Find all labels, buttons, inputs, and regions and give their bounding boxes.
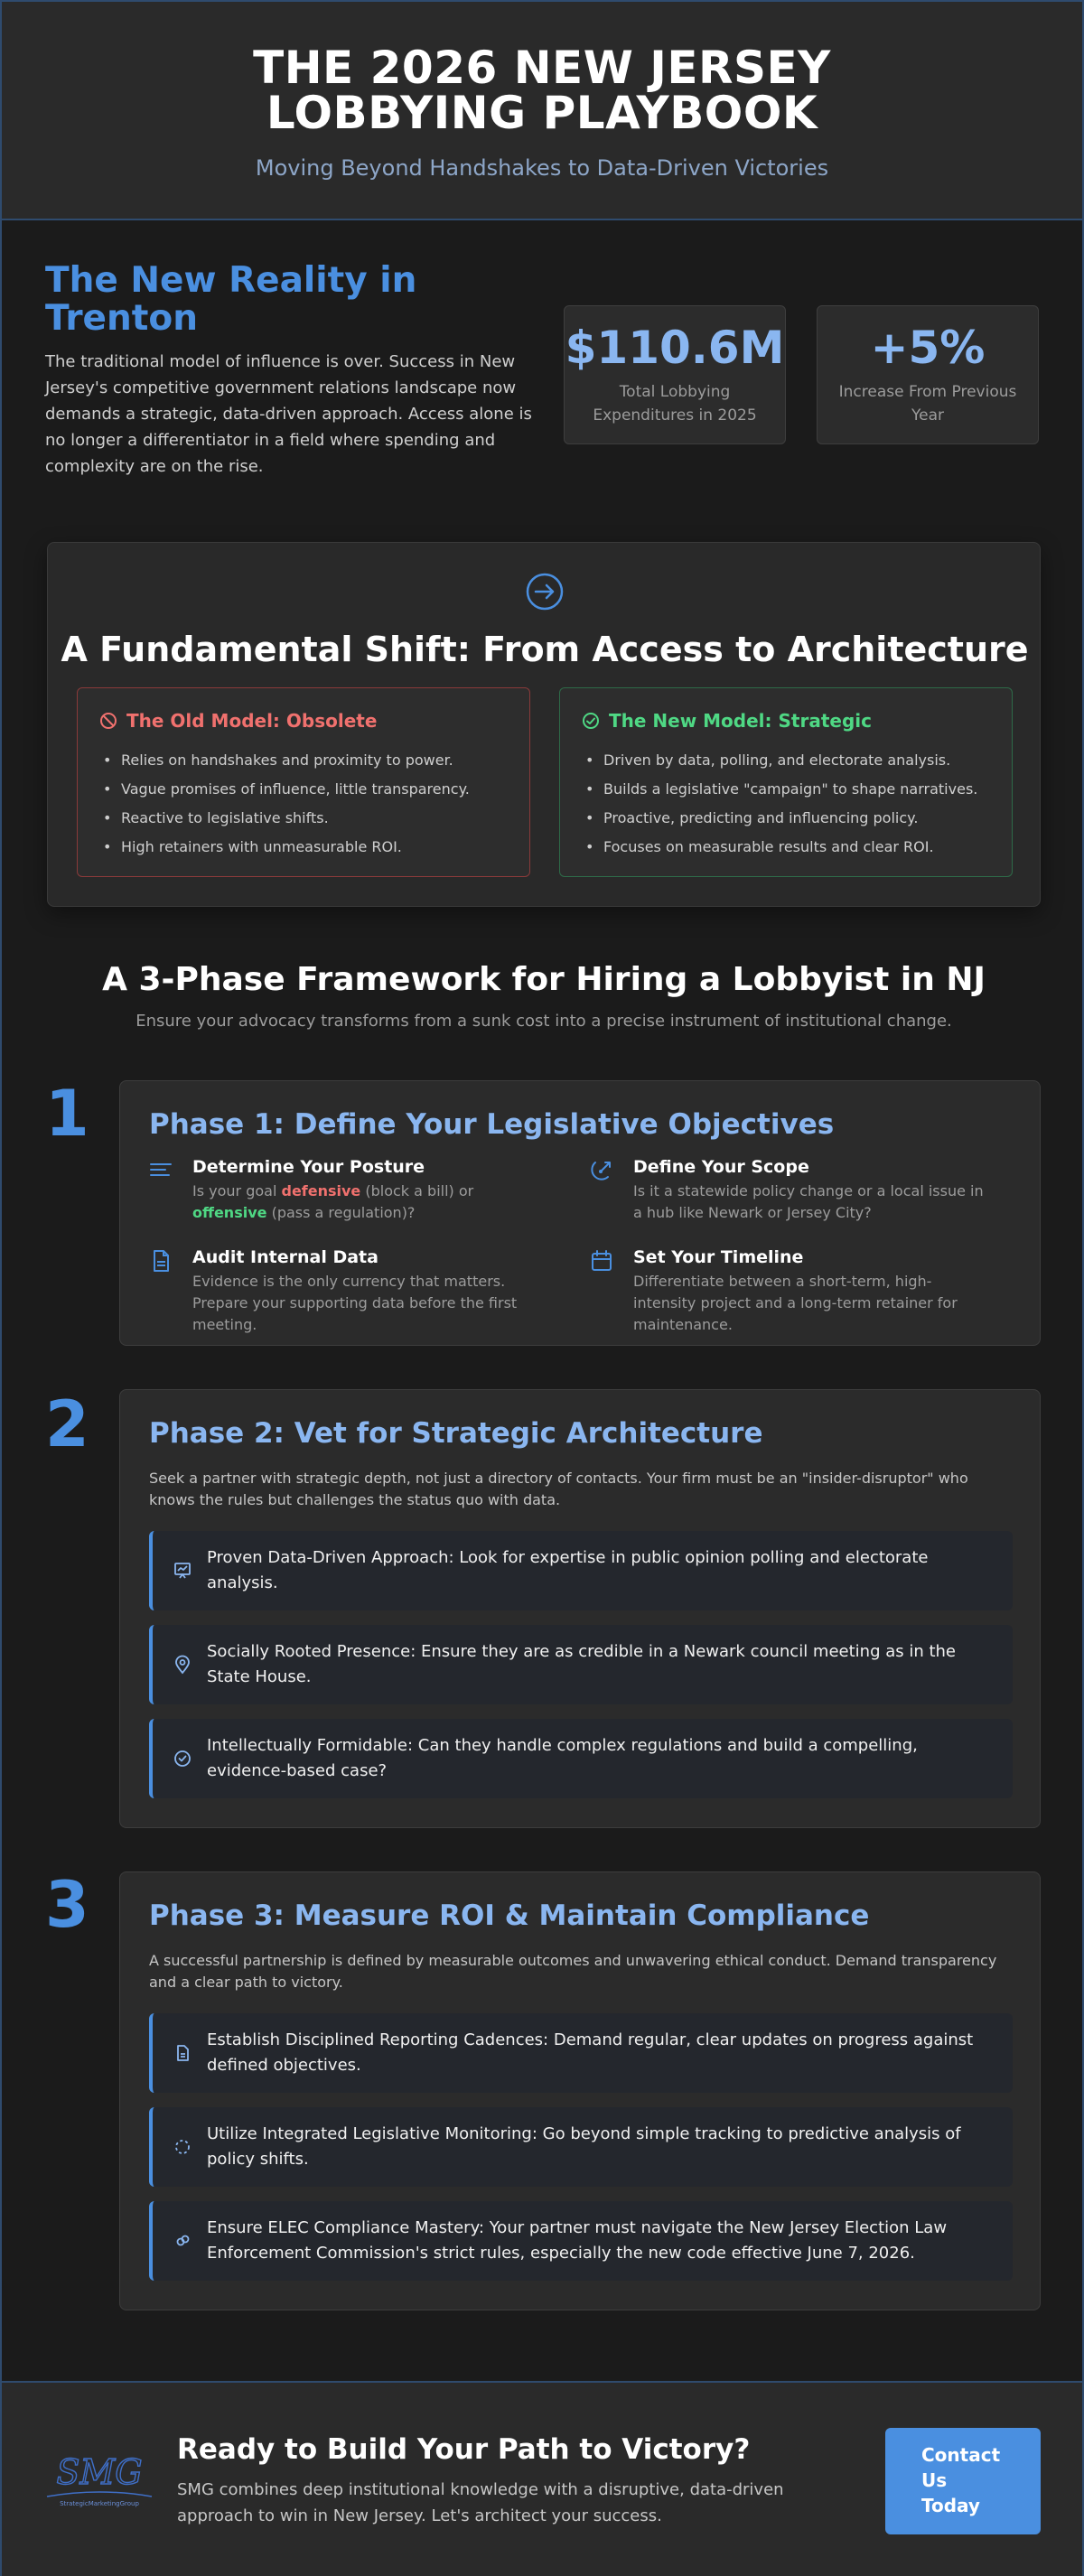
phase-intro: Seek a partner with strategic depth, not just a directory of contacts. Your firm must be an "insider-disruptor" who knows the rules but challenges the status quo with data. xyxy=(149,1470,968,1508)
reality-body: The traditional model of influence is over. Success in New Jersey's competitive government relations landscape now demands a strategic, data-driven approach. Access alone is no longer a differentiator in a field where spending and complexity are on the rise. xyxy=(45,352,532,476)
phase1-item-audit xyxy=(149,1247,547,1336)
highlight-defensive: defensive xyxy=(281,1182,361,1199)
item-text: Socially Rooted Presence: Ensure they are as credible in a Newark council meeting as in the State House. xyxy=(207,1642,957,1686)
item-text: Establish Disciplined Reporting Cadences: Demand regular, clear updates on progress against defined objectives. xyxy=(207,2030,974,2075)
list-item: • High retainers with unmeasurable ROI. xyxy=(99,833,508,862)
list-item: • Relies on handshakes and proximity to power. xyxy=(99,746,508,775)
svg-text:SMG: SMG xyxy=(56,2452,143,2492)
phase-1-card xyxy=(119,1080,1041,1346)
phase1-item-posture xyxy=(149,1157,547,1224)
calendar-icon xyxy=(590,1249,613,1273)
list-item: • Vague promises of influence, little transparency. xyxy=(99,775,508,804)
check-circle-icon xyxy=(173,1749,192,1769)
list-item: • Driven by data, polling, and electorate analysis. xyxy=(582,746,990,775)
item-description: Evidence is the only currency that matters. Prepare your supporting data before the first meeting. xyxy=(192,1273,518,1333)
cta-footer xyxy=(2,2381,1082,2576)
old-model-list xyxy=(99,746,508,862)
phase1-item-scope xyxy=(590,1157,987,1224)
item-description: Differentiate between a short-term, high-intensity project and a long-term retainer for maintenance. xyxy=(633,1273,958,1333)
cta-heading: Ready to Build Your Path to Victory? xyxy=(177,2433,751,2466)
list-item: • Builds a legislative "campaign" to shape narratives. xyxy=(582,775,990,804)
phase-intro: A successful partnership is defined by measurable outcomes and unwavering ethical conduct. Demand transparency and a clear path to victory. xyxy=(149,1952,997,1991)
phase-2-card xyxy=(119,1389,1041,1828)
item-title: Determine Your Posture xyxy=(192,1157,425,1177)
phase1-item-timeline xyxy=(590,1247,987,1336)
framework-subtitle: Ensure your advocacy transforms from a sunk cost into a precise instrument of institutional change. xyxy=(136,1012,952,1031)
new-model-title: The New Model: Strategic xyxy=(609,710,872,732)
stat-card-expenditures xyxy=(564,305,786,444)
list-item: • Reactive to legislative shifts. xyxy=(99,804,508,833)
item-title: Set Your Timeline xyxy=(633,1247,804,1267)
highlight-offensive: offensive xyxy=(192,1204,267,1221)
shift-card xyxy=(47,542,1041,907)
stat-label: Increase From Previous Year xyxy=(838,383,1017,425)
monitor-dashed-icon xyxy=(173,2137,192,2157)
old-model-card xyxy=(77,687,530,877)
new-model-card xyxy=(559,687,1013,877)
item-title: Define Your Scope xyxy=(633,1157,809,1177)
shift-heading: A Fundamental Shift: From Access to Architecture xyxy=(61,630,1029,669)
item-text: Utilize Integrated Legislative Monitoring: Go beyond simple tracking to predictive analysis of policy shifts. xyxy=(207,2124,961,2169)
item-description: Is it a statewide policy change or a local issue in a hub like Newark or Jersey City? xyxy=(633,1182,984,1221)
document-icon xyxy=(149,1249,173,1273)
phase-number: 1 xyxy=(45,1077,89,1151)
page-title: THE 2026 NEW JERSEY LOBBYING PLAYBOOK xyxy=(253,42,831,139)
list-icon xyxy=(149,1159,173,1182)
report-icon xyxy=(173,2043,192,2063)
stat-value: $110.6M xyxy=(565,322,785,374)
item-description: Is your goal defensive (block a bill) or offensive (pass a regulation)? xyxy=(192,1182,474,1221)
compliance-link-icon xyxy=(173,2231,192,2251)
phase3-item-monitoring xyxy=(149,2107,1013,2187)
contact-us-button[interactable]: Contact Us Today xyxy=(885,2428,1041,2534)
phase-title: Phase 3: Measure ROI & Maintain Compliance xyxy=(149,1899,870,1932)
list-item: • Proactive, predicting and influencing policy. xyxy=(582,804,990,833)
phase-title: Phase 1: Define Your Legislative Objectives xyxy=(149,1108,835,1141)
check-circle-icon xyxy=(582,712,600,730)
radar-icon xyxy=(590,1159,613,1182)
item-title: Audit Internal Data xyxy=(192,1247,378,1267)
item-text: Proven Data-Driven Approach: Look for expertise in public opinion polling and electorate analysis. xyxy=(207,1548,929,1592)
framework-title: A 3-Phase Framework for Hiring a Lobbyist in NJ xyxy=(102,961,986,998)
phase2-item-formidable xyxy=(149,1719,1013,1798)
phase2-item-data-driven xyxy=(149,1531,1013,1610)
stat-label: Total Lobbying Expenditures in 2025 xyxy=(593,383,757,425)
stat-value: +5% xyxy=(870,322,986,374)
page-subtitle: Moving Beyond Handshakes to Data-Driven Victories xyxy=(255,155,829,181)
phase3-item-compliance xyxy=(149,2201,1013,2281)
phase2-item-rooted xyxy=(149,1625,1013,1704)
svg-text:StrategicMarketingGroup: StrategicMarketingGroup xyxy=(60,2500,139,2507)
hero-header xyxy=(2,2,1082,220)
item-text: Ensure ELEC Compliance Mastery: Your partner must navigate the New Jersey Election Law Enforcement Commission's strict rules, especially the new code effective June 7, 2026. xyxy=(207,2218,948,2263)
phase-3-card xyxy=(119,1871,1041,2310)
location-pin-icon xyxy=(173,1655,192,1675)
stat-card-increase xyxy=(817,305,1039,444)
chart-board-icon xyxy=(173,1561,192,1581)
cta-body: SMG combines deep institutional knowledge with a disruptive, data-driven approach to win in New Jersey. Let's architect your success. xyxy=(177,2480,784,2525)
reality-heading: The New Reality in Trenton xyxy=(45,260,417,339)
phase3-item-reporting xyxy=(149,2013,1013,2093)
new-model-list xyxy=(582,746,990,862)
old-model-title: The Old Model: Obsolete xyxy=(126,710,378,732)
list-item: • Focuses on measurable results and clear ROI. xyxy=(582,833,990,862)
smg-logo xyxy=(43,2451,155,2509)
arrow-right-circle-icon xyxy=(525,572,565,611)
phase-number: 2 xyxy=(45,1387,89,1461)
item-text: Intellectually Formidable: Can they handle complex regulations and build a compelling, evidence-based case? xyxy=(207,1736,918,1780)
reality-section xyxy=(2,220,1082,518)
prohibited-icon xyxy=(99,712,117,730)
phase-title: Phase 2: Vet for Strategic Architecture xyxy=(149,1417,763,1450)
phase-number: 3 xyxy=(45,1868,89,1942)
